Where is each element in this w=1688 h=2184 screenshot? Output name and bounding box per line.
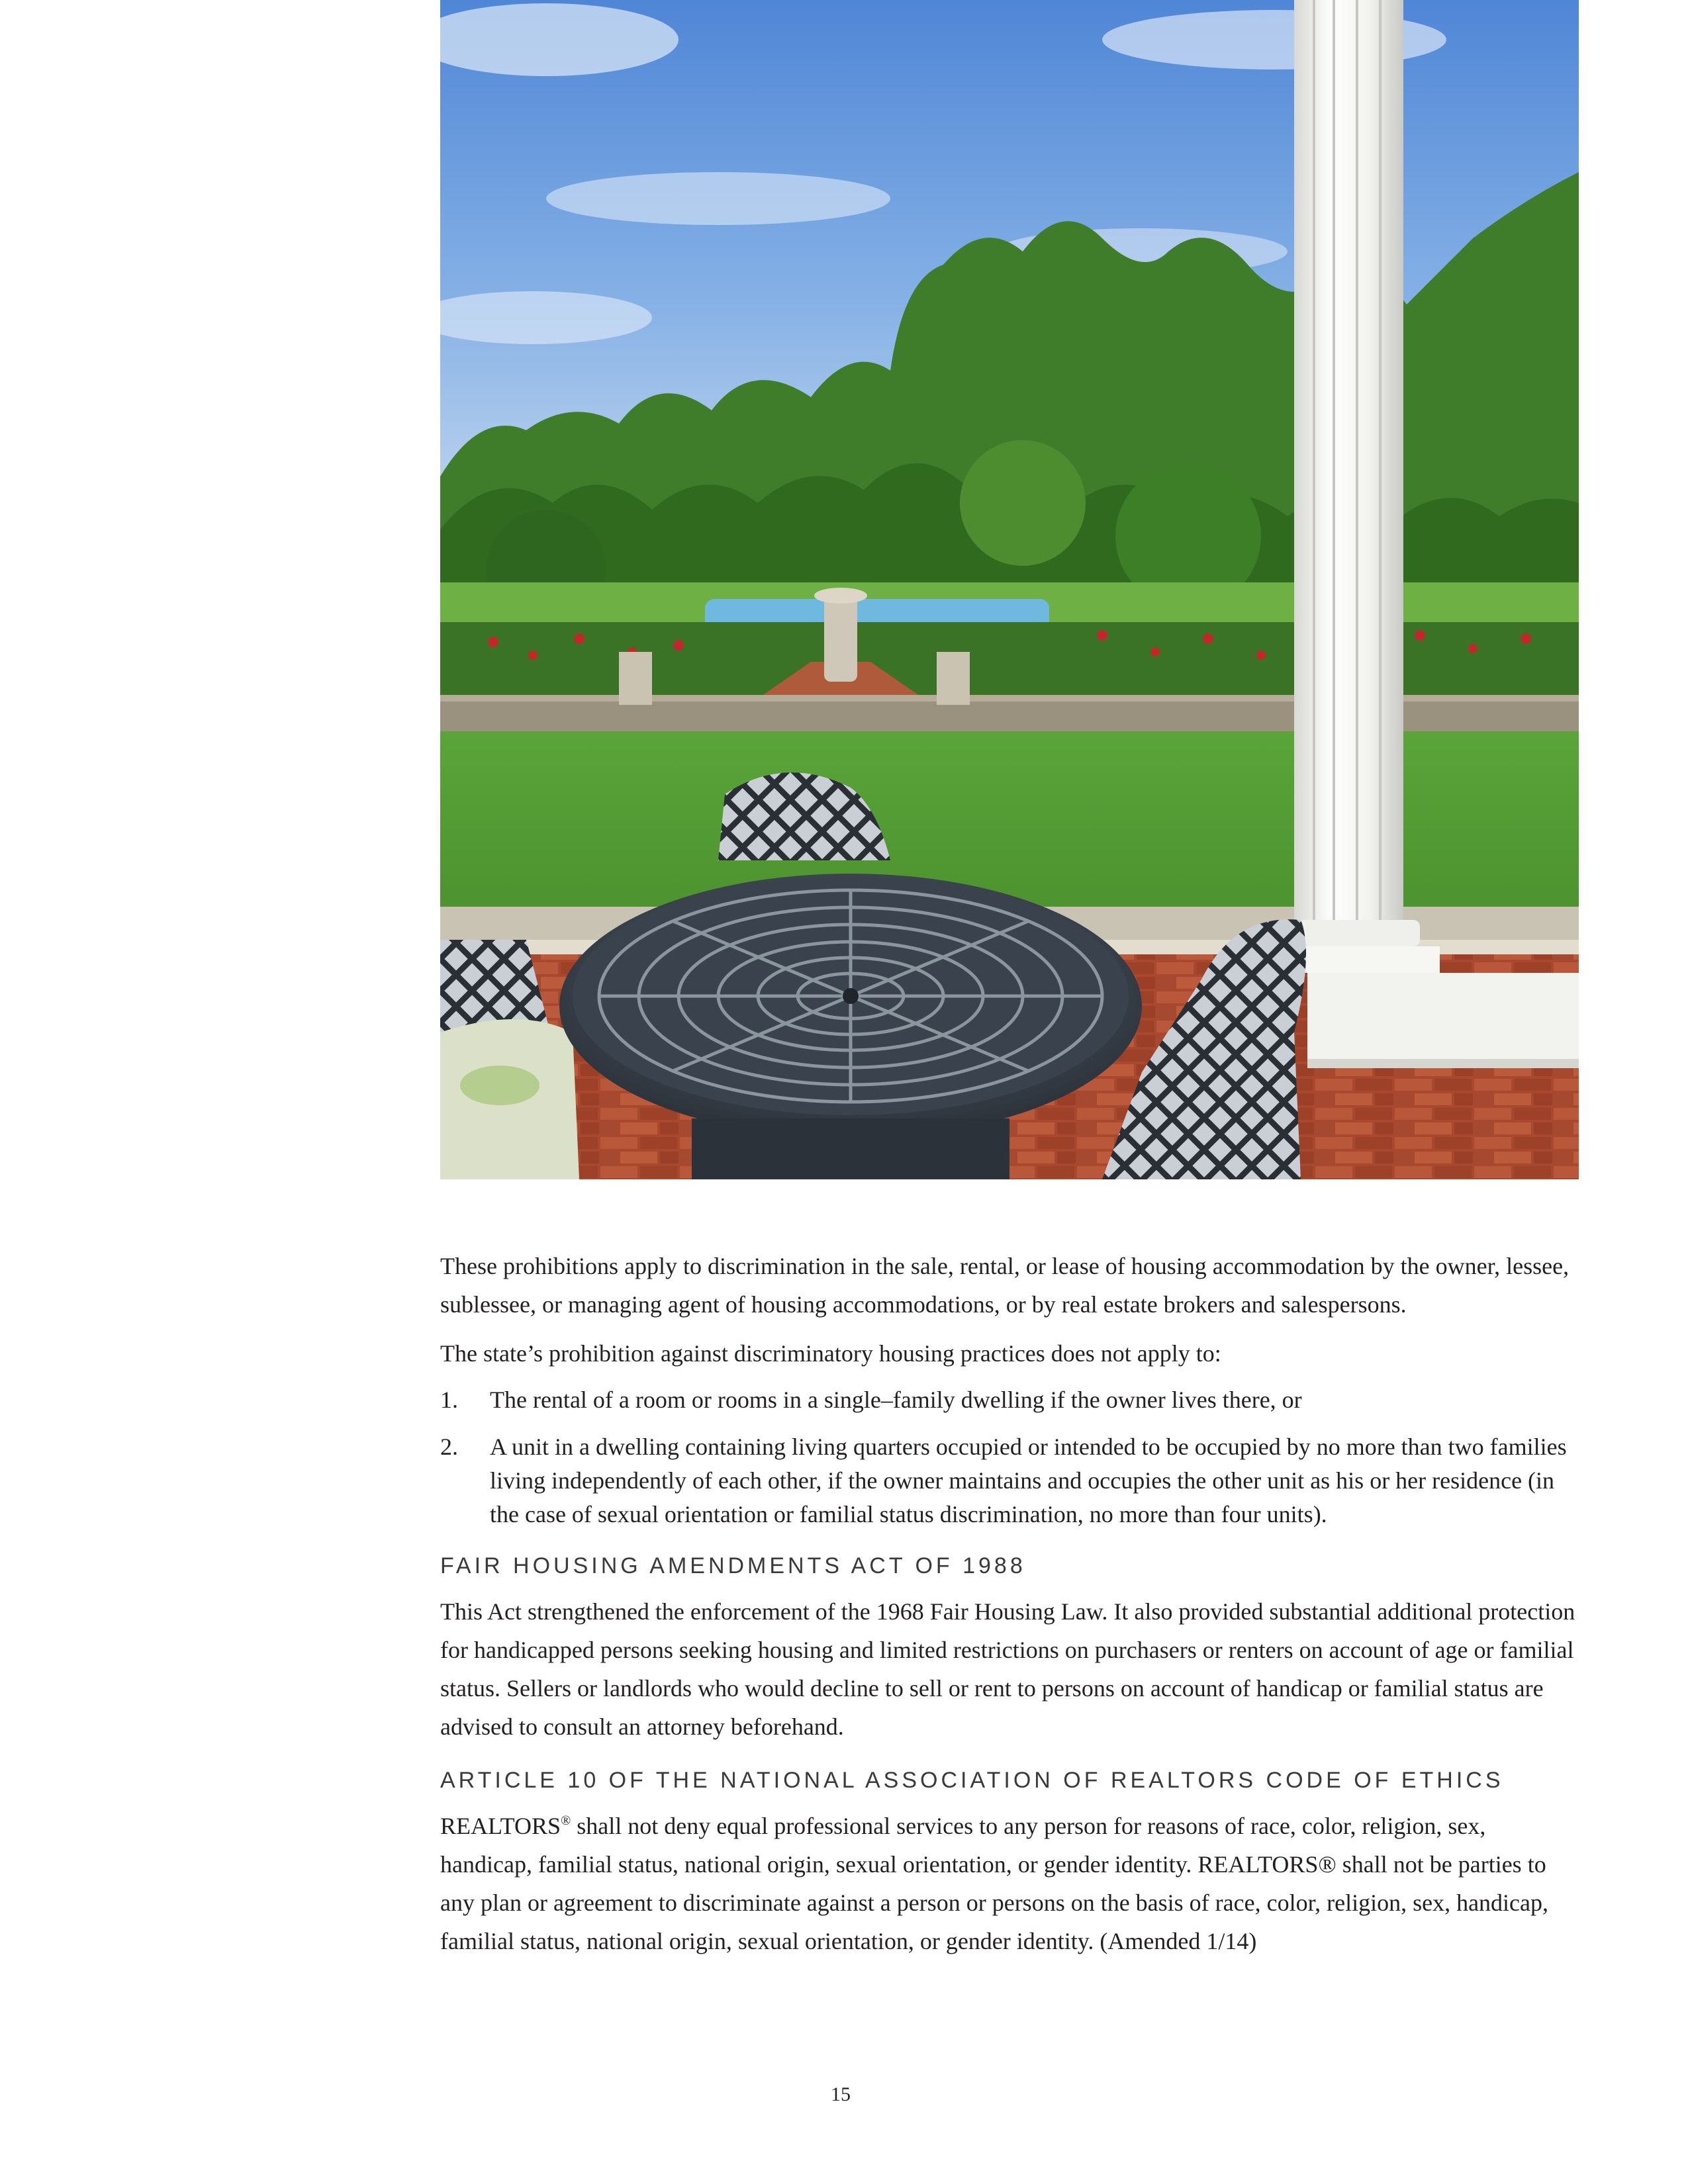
document-body xyxy=(440,1247,1582,1971)
list-item-number: 2. xyxy=(440,1433,458,1460)
fair-housing-amendments-heading: FAIR HOUSING AMENDMENTS ACT OF 1988 xyxy=(440,1553,1026,1578)
realtors-word: REALTORS xyxy=(440,1813,561,1839)
registered-mark: ® xyxy=(561,1813,571,1828)
fair-housing-amendments-paragraph: This Act strengthened the enforcement of the 1968 Fair Housing Law. It also provided substantial additional protection for handicapped persons seeking housing and limited restrictions on purchasers or renters on account of age or familial status. Sellers or landlords who would decline to sell or rent to persons on account of handicap or familial status are advised to consult an attorney beforehand. xyxy=(440,1598,1575,1740)
list-item xyxy=(440,1383,1582,1417)
page-number: 15 xyxy=(831,2083,851,2105)
list-item-number: 1. xyxy=(440,1387,458,1413)
article-10-body: shall not deny equal professional services to any person for reasons of race, color, religion, sex, handicap, familial status, national origin, sexual orientation, or gender identity. REALTORS® shall not be parties to any plan or agreement to discriminate against a person or persons on the basis of race, color, religion, sex, handicap, familial status, national origin, sexual orientation, or gender identity. (Amended 1/14) xyxy=(440,1813,1549,1954)
list-item-text: A unit in a dwelling containing living quarters occupied or intended to be occupied by no more than two families living independently of each other, if the owner maintains and occupies the other unit as his or her residence (in the case of sexual orientation or familial status discrimination, no more than four units). xyxy=(490,1433,1567,1527)
garden-patio-photo-icon xyxy=(440,0,1579,1179)
intro-paragraph-2: The state’s prohibition against discriminatory housing practices does not apply to: xyxy=(440,1340,1221,1367)
list-item-text: The rental of a room or rooms in a single–family dwelling if the owner lives there, or xyxy=(490,1387,1302,1413)
article-10-heading: ARTICLE 10 OF THE NATIONAL ASSOCIATION OF REALTORS CODE OF ETHICS xyxy=(440,1768,1504,1793)
list-item xyxy=(440,1430,1582,1531)
intro-paragraph-1: These prohibitions apply to discrimination in the sale, rental, or lease of housing accommodation by the owner, lessee, sublessee, or managing agent of housing accommodations, or by real estate brokers and salespersons. xyxy=(440,1253,1570,1318)
article-10-paragraph xyxy=(440,1807,1582,1960)
garden-terrace-photo xyxy=(440,0,1579,1179)
exemptions-list xyxy=(440,1383,1582,1531)
